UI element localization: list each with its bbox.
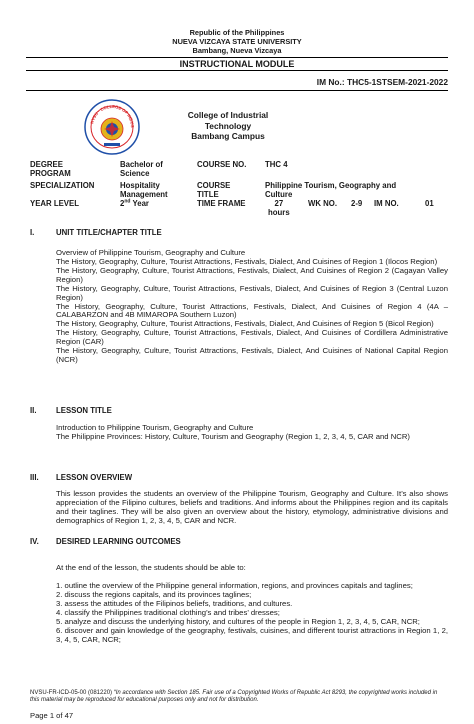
section-4-title: DESIRED LEARNING OUTCOMES [56,537,181,546]
header-location: Bambang, Nueva Vizcaya [192,46,282,56]
page-number: Page 1 of 47 [30,711,74,720]
section-1-line: The History, Geography, Culture, Tourist Attractions, Festivals, Dialect, And Cuisines of Region 5 (Bicol Region) [56,319,434,329]
section-1-title: UNIT TITLE/CHAPTER TITLE [56,228,162,237]
time-frame-value [268,199,290,217]
section-2-line: The Philippine Provinces: History, Culture, Tourism and Geography (Region 1, 2, 3, 4, 5, CAR and NCR) [56,431,410,441]
college-name [169,110,287,142]
year-level-label: YEAR LEVEL [30,199,79,208]
specialization-value-line-1: Hospitality [120,181,160,190]
section-1-line: The History, Geography, Culture, Tourist Attractions, Festivals, Dialect, And Cuisines of Region 3 (Central Luzon Region) [56,283,448,302]
section-3-body [56,490,448,526]
time-frame-number: 27 [274,199,284,208]
section-4-intro: At the end of the lesson, the students should be able to: [56,563,246,572]
document-header [26,28,448,55]
course-no-label: COURSE NO. [197,160,247,169]
course-no-value: THC 4 [265,160,288,169]
specialization-value [120,181,168,199]
time-frame-label: TIME FRAME [197,199,246,208]
course-title-label-line-2: TITLE [197,190,219,200]
section-1-line: The History, Geography, Culture, Tourist Attractions, Festivals, Dialect, And Cuisines of Region 1 (Ilocos Region) [56,256,438,266]
degree-label: DEGREE [30,160,63,169]
list-item: 1. outline the overview of the Philippine general information, regions, and provinces capitals and taglines; [56,581,413,590]
university-seal-logo [84,99,140,155]
degree-program-label [30,160,71,178]
section-1-line: The History, Geography, Culture, Tourist Attractions, Festivals, Dialect, And Cuisines of Region 4 (4A – CALABARZON and 4B MIMAROPA Southern Luzon) [56,301,448,320]
im-number: IM No.: THC5-1STSEM-2021-2022 [316,77,448,87]
wk-no-label: WK NO. [308,199,338,208]
header-university: NUEVA VIZCAYA STATE UNIVERSITY [172,37,302,47]
section-2-line: Introduction to Philippine Tourism, Geography and Culture [56,423,254,432]
year-level-rest: Year [130,199,149,208]
campus-line: Bambang Campus [191,131,265,141]
section-1-line: Overview of Philippine Tourism, Geography and Culture [56,248,246,257]
header-republic: Republic of the Philippines [189,28,285,37]
year-level-number: 2 [120,199,125,208]
section-2-number: II. [30,406,37,415]
list-item: 2. discuss the regions capitals, and its provinces taglines; [56,589,252,599]
section-2-title: LESSON TITLE [56,406,112,415]
course-title-value-line-2: Culture [265,190,293,200]
program-label: PROGRAM [30,169,71,179]
wk-no-value: 2-9 [351,199,363,208]
college-line-1: College of Industrial Technology [187,110,269,131]
section-1-body [56,249,448,365]
section-1-line: The History, Geography, Culture, Tourist Attractions, Festivals, Dialect, And Cuisines of National Capital Region (NCR) [56,346,448,365]
copyright-notice: “In accordance with Section 185. Fair use of a Copyrighted Works of Republic Act 8293, the copyrighted works included in this material may be reproduced for educational purposes only and not for distribution. [30,690,438,704]
course-title-value [265,181,396,199]
section-4-number: IV. [30,537,39,546]
section-1-line: The History, Geography, Culture, Tourist Attractions, Festivals, Dialect, And Cuisines of Cordillera Administrative Region (CAR) [56,328,448,347]
section-3-number: III. [30,473,39,482]
section-3-title: LESSON OVERVIEW [56,473,133,482]
im-no-value: 01 [425,199,434,208]
course-title-label [197,181,230,199]
course-title-value-line-1: Philippine Tourism, Geography and [265,181,397,190]
list-item: 6. discover and gain knowledge of the geography, festivals, cuisines, and different tourist attractions in Region 1, 2, 3, 4, 5, CAR, NCR; [56,625,448,644]
svg-text:NVSU · COLLEGE OF INDUSTRIAL T: NVSU · COLLEGE OF INDUS [89,103,136,128]
degree-value-line-2: Science [120,169,150,179]
specialization-label: SPECIALIZATION [30,181,95,190]
divider [26,90,448,91]
list-item: 5. analyze and discuss the underlying history, and cultures of the people in Region 1, 2, 3, 4, 5, CAR, NCR; [56,616,420,626]
year-level-value [120,199,149,208]
section-1-number: I. [30,228,35,237]
list-item: 3. assess the attitudes of the Filipinos beliefs, traditions, and cultures. [56,598,293,608]
degree-value [120,160,163,178]
module-title: INSTRUCTIONAL MODULE [26,57,448,71]
section-3-paragraph: This lesson provides the students an overview of the Philippine Tourism, Geography and Culture. It’s also shows appreciation of the Filipino cultures, beliefs and traditions. And informs about the Philippines region and its capitals and their taglines. They will be also given an overview about the history, etymology, administrative divisions and demographics of Region 1, 2, 3, 4, 5, CAR and NCR. [56,489,448,525]
section-1-line: The History, Geography, Culture, Tourist Attractions, Festivals, Dialect, And Cuisines of Region 2 (Cagayan Valley Region) [56,265,448,284]
form-code: NVSU-FR-ICD-05-00 (081220) [30,690,113,696]
section-4-list [56,582,448,644]
course-title-label-line-1: COURSE [197,181,231,190]
time-frame-unit: hours [268,208,290,218]
year-level-suffix: nd [124,198,131,205]
list-item: 4. classify the Philippines traditional clothing’s and tribes’ dresses; [56,607,280,617]
section-2-body [56,424,448,442]
specialization-value-line-2: Management [120,190,168,200]
degree-value-line-1: Bachelor of [120,160,163,169]
im-no-label: IM NO. [374,199,399,208]
copyright-footer [30,690,448,704]
